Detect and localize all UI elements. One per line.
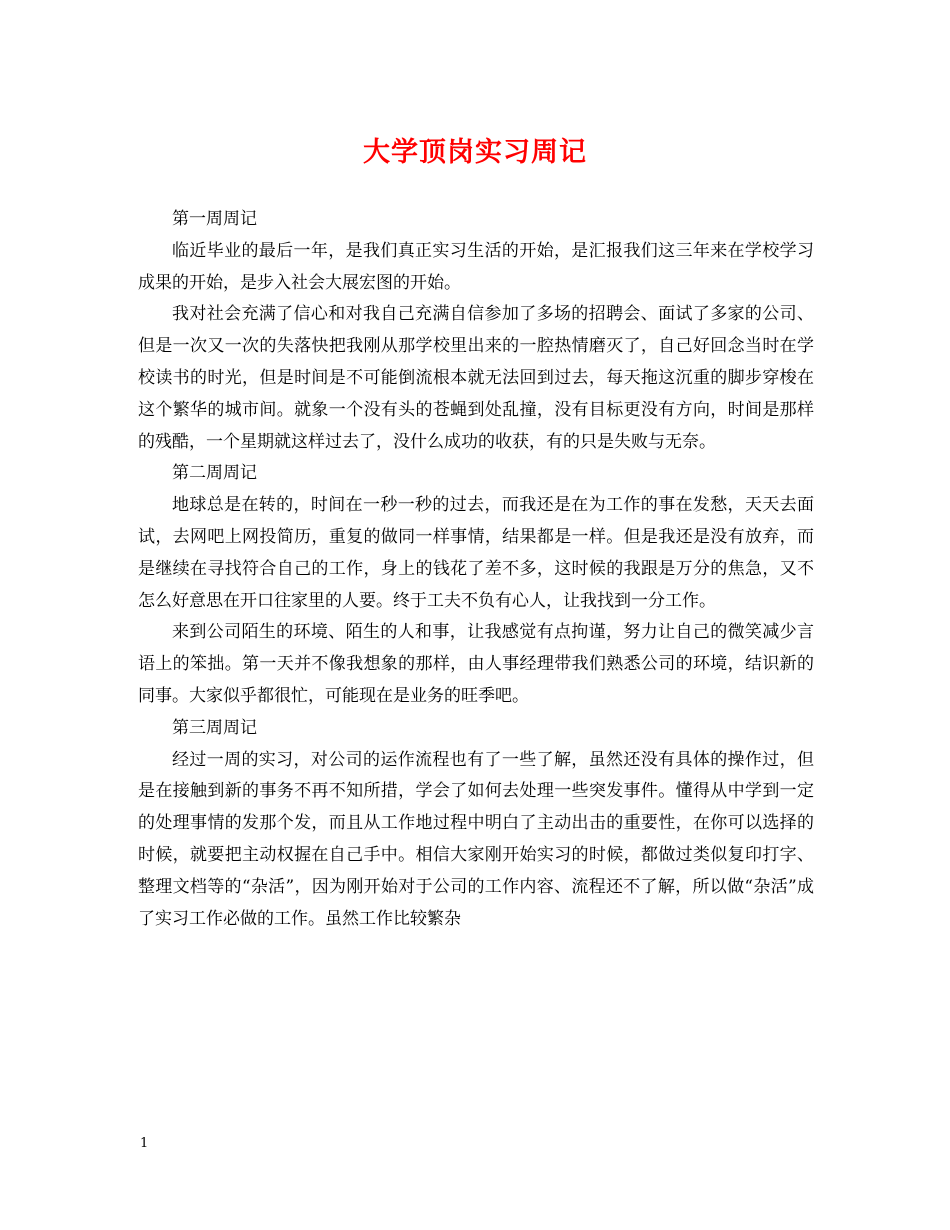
- heading-week-1: 第一周周记: [172, 209, 257, 229]
- paragraph: 来到公司陌生的环境、陌生的人和事，让我感觉有点拘谨，努力让自己的微笑减少言语上的笨拙。第一天并不像我想象的那样，由人事经理带我们熟悉公司的环境，结识新的同事。大家似乎都很忙，可能现在是业务的旺季吧。: [138, 622, 814, 706]
- paragraph: 地球总是在转的，时间在一秒一秒的过去，而我还是在为工作的事在发愁，天天去面试，去网吧上网投简历，重复的做同一样事情，结果都是一样。但是我还是没有放弃，而是继续在寻找符合自己的工作，身上的钱花了差不多，这时候的我跟是万分的焦急，又不怎么好意思在开口往家里的人要。终于工夫不负有心人，让我找到一分工作。: [138, 495, 814, 611]
- paragraph: 经过一周的实习，对公司的运作流程也有了一些了解，虽然还没有具体的操作过，但是在接触到新的事务不再不知所措，学会了如何去处理一些突发事件。懂得从中学到一定的处理事情的发那个发，而且从工作地过程中明白了主动出击的重要性，在你可以选择的时候，就要把主动权握在自己手中。相信大家刚开始实习的时候，都做过类似复印打字、整理文档等的“杂活”，因为刚开始对于公司的工作内容、流程还不了解，所以做“杂活”成了实习工作必做的工作。虽然工作比较繁杂: [138, 749, 814, 929]
- page-number: 1: [140, 1136, 149, 1151]
- paragraph: 我对社会充满了信心和对我自己充满自信参加了多场的招聘会、面试了多家的公司、但是一次又一次的失落快把我刚从那学校里出来的一腔热情磨灭了，自己好回念当时在学校读书的时光，但是时间是不可能倒流根本就无法回到过去，每天拖这沉重的脚步穿梭在这个繁华的城市间。就象一个没有头的苍蝇到处乱撞，没有目标更没有方向，时间是那样的残酷，一个星期就这样过去了，没什么成功的收获，有的只是失败与无奈。: [138, 304, 814, 452]
- document-title: 大学顶岗实习周记: [363, 137, 587, 168]
- heading-week-2: 第二周周记: [172, 463, 257, 484]
- document-body: [138, 204, 814, 935]
- heading-week-3: 第三周周记: [172, 717, 257, 738]
- paragraph: 临近毕业的最后一年，是我们真正实习生活的开始，是汇报我们这三年来在学校学习成果的开始，是步入社会大展宏图的开始。: [138, 240, 814, 293]
